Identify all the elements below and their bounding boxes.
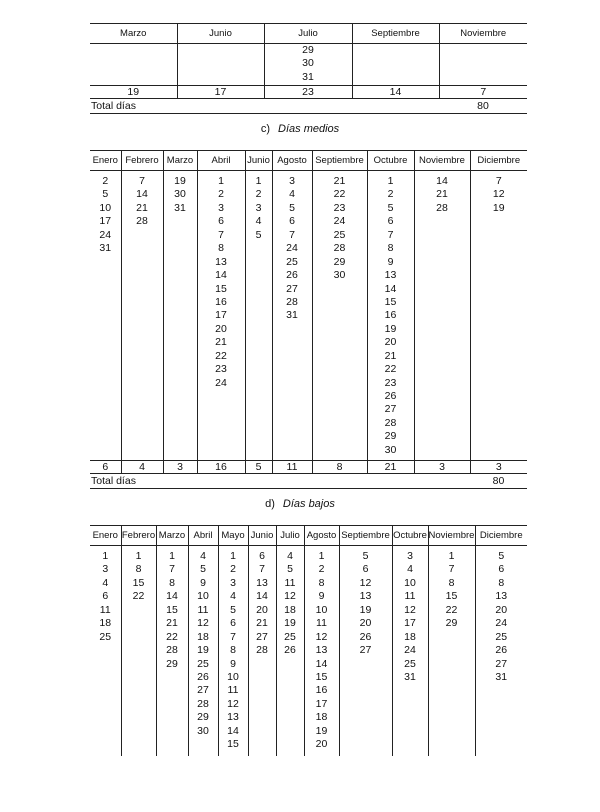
- day-value: 12: [197, 617, 209, 630]
- day-value: 29: [384, 430, 397, 443]
- month-header: Marzo: [163, 151, 197, 171]
- day-value: 24: [215, 376, 227, 389]
- day-value: 1: [230, 550, 236, 562]
- day-column: [90, 171, 121, 461]
- day-value: 25: [333, 228, 346, 241]
- day-value: 28: [197, 697, 209, 710]
- month-header: Octubre: [392, 526, 428, 546]
- month-total: 3: [470, 461, 527, 474]
- day-value: 27: [359, 644, 372, 657]
- day-value: 11: [197, 603, 209, 616]
- day-value: 6: [230, 617, 236, 630]
- day-value: 2: [218, 188, 224, 201]
- day-value: 2: [230, 563, 236, 576]
- day-value: 20: [384, 336, 397, 349]
- day-value: 1: [218, 175, 224, 187]
- day-value: 27: [495, 657, 508, 670]
- day-value: 28: [136, 215, 148, 228]
- day-value: 12: [492, 188, 505, 201]
- day-value: 23: [384, 376, 397, 389]
- month-header: Noviembre: [414, 151, 470, 171]
- month-header: Junio: [177, 24, 264, 44]
- day-value: 5: [289, 201, 295, 214]
- table-d: [90, 525, 527, 756]
- day-value: 20: [495, 603, 508, 616]
- day-value: 23: [333, 201, 346, 214]
- table-d-days-row: [90, 546, 527, 757]
- day-value: 19: [315, 724, 328, 737]
- day-value: 21: [256, 617, 268, 630]
- day-value: 13: [215, 255, 227, 268]
- day-value: 5: [362, 550, 369, 562]
- day-value: 2: [387, 188, 394, 201]
- day-value: 6: [289, 215, 295, 228]
- day-value: 7: [448, 563, 455, 576]
- month-header: Julio: [276, 526, 304, 546]
- day-value: 22: [166, 630, 178, 643]
- day-value: 7: [387, 228, 394, 241]
- month-total: 3: [163, 461, 197, 474]
- day-value: 3: [407, 550, 413, 562]
- day-value: 31: [286, 309, 298, 322]
- day-value: 19: [384, 322, 397, 335]
- day-column: [470, 171, 527, 461]
- table-c-total-value: 80: [470, 474, 527, 489]
- day-value: 4: [230, 590, 236, 603]
- month-header: Junio: [245, 151, 272, 171]
- table-c-header-row: [90, 151, 527, 171]
- day-value: 24: [99, 228, 112, 241]
- day-value: 24: [404, 644, 416, 657]
- day-value: 11: [284, 576, 296, 589]
- month-total: 6: [90, 461, 121, 474]
- day-value: 26: [197, 670, 209, 683]
- day-value: 1: [169, 550, 175, 562]
- day-value: 30: [197, 724, 209, 737]
- day-column: [188, 546, 218, 757]
- day-value: 18: [99, 617, 112, 630]
- day-column: [304, 546, 339, 757]
- day-value: 16: [215, 295, 227, 308]
- table-a-total-label: Total días: [90, 99, 352, 114]
- day-column: [367, 171, 414, 461]
- day-value: 30: [174, 188, 186, 201]
- day-value: 19: [359, 603, 372, 616]
- day-value: 15: [132, 576, 145, 589]
- day-value: 6: [102, 590, 109, 603]
- table-c-totals-row: [90, 461, 527, 474]
- month-header: Agosto: [272, 151, 312, 171]
- day-value: 8: [135, 563, 142, 576]
- day-value: 1: [448, 550, 455, 562]
- day-value: 18: [404, 630, 416, 643]
- table-c-days-row: [90, 171, 527, 461]
- day-value: 13: [315, 644, 328, 657]
- month-total: 7: [439, 86, 527, 99]
- day-value: 4: [255, 215, 262, 228]
- month-header: Octubre: [367, 151, 414, 171]
- day-value: 19: [197, 644, 209, 657]
- day-value: 13: [359, 590, 372, 603]
- month-total: 16: [197, 461, 245, 474]
- day-value: 20: [256, 603, 268, 616]
- day-value: 5: [230, 603, 236, 616]
- month-header: Diciembre: [475, 526, 527, 546]
- day-value: 21: [384, 349, 397, 362]
- day-value: 21: [215, 336, 227, 349]
- day-value: 20: [359, 617, 372, 630]
- day-value: 20: [315, 738, 328, 751]
- month-total: 17: [177, 86, 264, 99]
- day-column: [339, 546, 392, 757]
- section-c-title: Días medios: [278, 123, 340, 135]
- month-total: 23: [264, 86, 352, 99]
- day-value: 9: [230, 657, 236, 670]
- day-value: 8: [318, 576, 325, 589]
- day-value: 3: [230, 576, 236, 589]
- day-value: 28: [256, 644, 268, 657]
- day-value: 31: [495, 670, 508, 683]
- day-value: 13: [256, 576, 268, 589]
- day-value: 15: [384, 295, 397, 308]
- day-value: 28: [286, 295, 298, 308]
- day-value: 31: [174, 201, 186, 214]
- day-value: 9: [387, 255, 394, 268]
- day-value: 12: [227, 697, 239, 710]
- day-value: 6: [362, 563, 369, 576]
- day-value: 3: [289, 175, 295, 187]
- day-value: 8: [387, 242, 394, 255]
- table-c: [90, 150, 527, 489]
- day-value: 11: [316, 617, 327, 630]
- table-a-totals-row: [90, 86, 527, 99]
- month-header: Marzo: [90, 24, 177, 44]
- day-column: [352, 44, 439, 86]
- day-value: 21: [436, 188, 448, 201]
- month-header: Marzo: [156, 526, 188, 546]
- day-value: 7: [495, 175, 502, 187]
- day-value: 26: [495, 644, 508, 657]
- day-value: 13: [384, 269, 397, 282]
- day-value: 1: [102, 550, 109, 562]
- day-value: 26: [286, 269, 298, 282]
- day-value: 3: [218, 201, 224, 214]
- day-value: 8: [169, 576, 175, 589]
- day-value: 25: [286, 255, 298, 268]
- day-value: 25: [495, 630, 508, 643]
- day-value: 11: [99, 603, 111, 616]
- day-value: 6: [218, 215, 224, 228]
- table-c-total-label: Total días: [90, 474, 414, 489]
- day-value: 28: [333, 242, 346, 255]
- day-value: 7: [169, 563, 175, 576]
- day-column: [121, 171, 163, 461]
- day-value: 17: [315, 697, 328, 710]
- day-column: [197, 171, 245, 461]
- day-value: 26: [384, 390, 397, 402]
- day-value: 14: [136, 188, 148, 201]
- day-value: 31: [302, 70, 314, 83]
- table-a-total-value: 80: [439, 99, 527, 114]
- day-value: 3: [255, 201, 262, 214]
- day-column: [90, 546, 121, 757]
- day-value: 2: [318, 563, 325, 576]
- day-value: 7: [139, 175, 145, 187]
- day-value: 2: [102, 175, 109, 187]
- day-value: 28: [436, 201, 448, 214]
- month-header: Enero: [90, 151, 121, 171]
- day-value: 19: [492, 201, 505, 214]
- day-value: 6: [259, 550, 265, 562]
- day-value: 12: [315, 630, 328, 643]
- day-value: 24: [333, 215, 346, 228]
- day-value: 29: [333, 255, 346, 268]
- day-value: 25: [99, 630, 112, 643]
- month-total: 21: [367, 461, 414, 474]
- day-value: 15: [215, 282, 227, 295]
- day-value: 4: [200, 550, 206, 562]
- day-value: 10: [197, 590, 209, 603]
- month-total: 5: [245, 461, 272, 474]
- day-value: 17: [404, 617, 416, 630]
- day-value: 7: [230, 630, 236, 643]
- day-value: 12: [284, 590, 296, 603]
- table-a: [90, 23, 527, 114]
- day-value: 18: [284, 603, 296, 616]
- day-value: 8: [448, 576, 455, 589]
- day-value: 14: [315, 657, 328, 670]
- month-header: Abril: [197, 151, 245, 171]
- day-column: [428, 546, 475, 757]
- month-header: Septiembre: [352, 24, 439, 44]
- day-value: 22: [333, 188, 346, 201]
- day-value: 4: [289, 188, 295, 201]
- day-value: 14: [436, 175, 448, 187]
- day-value: 7: [259, 563, 265, 576]
- day-value: 20: [215, 322, 227, 335]
- month-total: 8: [312, 461, 367, 474]
- day-column: [414, 171, 470, 461]
- day-value: 21: [166, 617, 178, 630]
- day-column: [177, 44, 264, 86]
- day-value: 29: [197, 711, 209, 724]
- day-value: 15: [166, 603, 178, 616]
- section-c-heading: [0, 123, 600, 135]
- day-value: 15: [445, 590, 458, 603]
- day-column: [264, 44, 352, 86]
- day-value: 29: [445, 617, 458, 630]
- day-value: 10: [227, 670, 239, 683]
- day-value: 14: [227, 724, 239, 737]
- day-value: 18: [197, 630, 209, 643]
- day-value: 9: [200, 576, 206, 589]
- day-value: 12: [359, 576, 372, 589]
- day-value: 28: [166, 644, 178, 657]
- day-value: 6: [387, 215, 394, 228]
- month-header: Mayo: [218, 526, 248, 546]
- month-header: Diciembre: [470, 151, 527, 171]
- month-total: 14: [352, 86, 439, 99]
- table-a-days-row: [90, 44, 527, 86]
- day-value: 31: [99, 242, 112, 255]
- day-value: 4: [287, 550, 293, 562]
- day-value: 22: [445, 603, 458, 616]
- day-value: 13: [227, 711, 239, 724]
- day-value: 25: [404, 657, 416, 670]
- day-value: 17: [99, 215, 112, 228]
- day-value: 16: [384, 309, 397, 322]
- day-value: 26: [284, 644, 296, 657]
- day-column: [156, 546, 188, 757]
- month-total: 4: [121, 461, 163, 474]
- day-value: 5: [200, 563, 206, 576]
- day-value: 22: [215, 349, 227, 362]
- month-header: Enero: [90, 526, 121, 546]
- day-value: 27: [256, 630, 268, 643]
- day-value: 1: [318, 550, 325, 562]
- table-d-header-row: [90, 526, 527, 546]
- day-value: 19: [284, 617, 296, 630]
- day-value: 11: [227, 684, 239, 697]
- day-column: [248, 546, 276, 757]
- day-column: [163, 171, 197, 461]
- day-value: 10: [99, 201, 112, 214]
- day-value: 24: [286, 242, 298, 255]
- section-d-title: Días bajos: [282, 498, 335, 510]
- day-value: 14: [166, 590, 178, 603]
- day-value: 19: [174, 175, 186, 187]
- day-value: 31: [404, 670, 416, 683]
- day-column: [121, 546, 156, 757]
- day-value: 30: [302, 57, 314, 70]
- day-value: 18: [315, 711, 328, 724]
- section-d-heading: [0, 498, 600, 510]
- day-value: 14: [256, 590, 268, 603]
- day-value: 10: [315, 603, 328, 616]
- day-value: 1: [135, 550, 142, 562]
- day-value: 24: [495, 617, 508, 630]
- day-value: 2: [255, 188, 262, 201]
- day-value: 4: [102, 576, 109, 589]
- day-value: 10: [404, 576, 416, 589]
- day-value: 28: [384, 416, 397, 429]
- day-value: 8: [218, 242, 224, 255]
- day-value: 1: [387, 175, 394, 187]
- day-value: 21: [136, 201, 148, 214]
- day-value: 30: [384, 443, 397, 456]
- table-a-header-row: [90, 24, 527, 44]
- month-header: Junio: [248, 526, 276, 546]
- day-column: [272, 171, 312, 461]
- section-c-label: c): [260, 123, 271, 135]
- day-value: 7: [289, 228, 295, 241]
- day-column: [90, 44, 177, 86]
- day-value: 5: [102, 188, 109, 201]
- day-value: 12: [404, 603, 416, 616]
- day-value: 29: [302, 44, 314, 56]
- day-column: [475, 546, 527, 757]
- day-value: 23: [215, 363, 227, 376]
- month-total: 11: [272, 461, 312, 474]
- month-header: Julio: [264, 24, 352, 44]
- month-header: Noviembre: [428, 526, 475, 546]
- month-header: Agosto: [304, 526, 339, 546]
- month-header: Febrero: [121, 526, 156, 546]
- day-value: 15: [315, 670, 328, 683]
- month-header: Septiembre: [339, 526, 392, 546]
- day-value: 11: [404, 590, 416, 603]
- day-value: 15: [227, 738, 239, 751]
- day-column: [276, 546, 304, 757]
- day-value: 6: [498, 563, 505, 576]
- day-value: 5: [387, 201, 394, 214]
- month-header: Noviembre: [439, 24, 527, 44]
- day-value: 17: [215, 309, 227, 322]
- day-value: 14: [384, 282, 397, 295]
- day-value: 7: [218, 228, 224, 241]
- day-value: 8: [230, 644, 236, 657]
- day-value: 22: [132, 590, 145, 603]
- day-value: 22: [384, 363, 397, 376]
- day-value: 1: [255, 175, 262, 187]
- day-value: 9: [318, 590, 325, 603]
- day-value: 30: [333, 269, 346, 282]
- day-value: 27: [197, 684, 209, 697]
- day-value: 29: [166, 657, 178, 670]
- day-value: 21: [333, 175, 346, 187]
- month-header: Septiembre: [312, 151, 367, 171]
- month-header: Abril: [188, 526, 218, 546]
- day-value: 3: [102, 563, 109, 576]
- day-value: 5: [287, 563, 293, 576]
- day-value: 5: [255, 228, 262, 241]
- month-total: 3: [414, 461, 470, 474]
- day-value: 13: [495, 590, 508, 603]
- day-value: 4: [407, 563, 413, 576]
- day-column: [218, 546, 248, 757]
- day-column: [392, 546, 428, 757]
- day-column: [439, 44, 527, 86]
- day-column: [312, 171, 367, 461]
- day-value: 26: [359, 630, 372, 643]
- day-value: 14: [215, 269, 227, 282]
- day-value: 16: [315, 684, 328, 697]
- day-value: 25: [284, 630, 296, 643]
- day-column: [245, 171, 272, 461]
- month-header: Febrero: [121, 151, 163, 171]
- day-value: 8: [498, 576, 505, 589]
- day-value: 27: [286, 282, 298, 295]
- day-value: 27: [384, 403, 397, 416]
- day-value: 5: [498, 550, 505, 562]
- month-total: 19: [90, 86, 177, 99]
- day-value: 25: [197, 657, 209, 670]
- section-d-label: d): [265, 498, 275, 510]
